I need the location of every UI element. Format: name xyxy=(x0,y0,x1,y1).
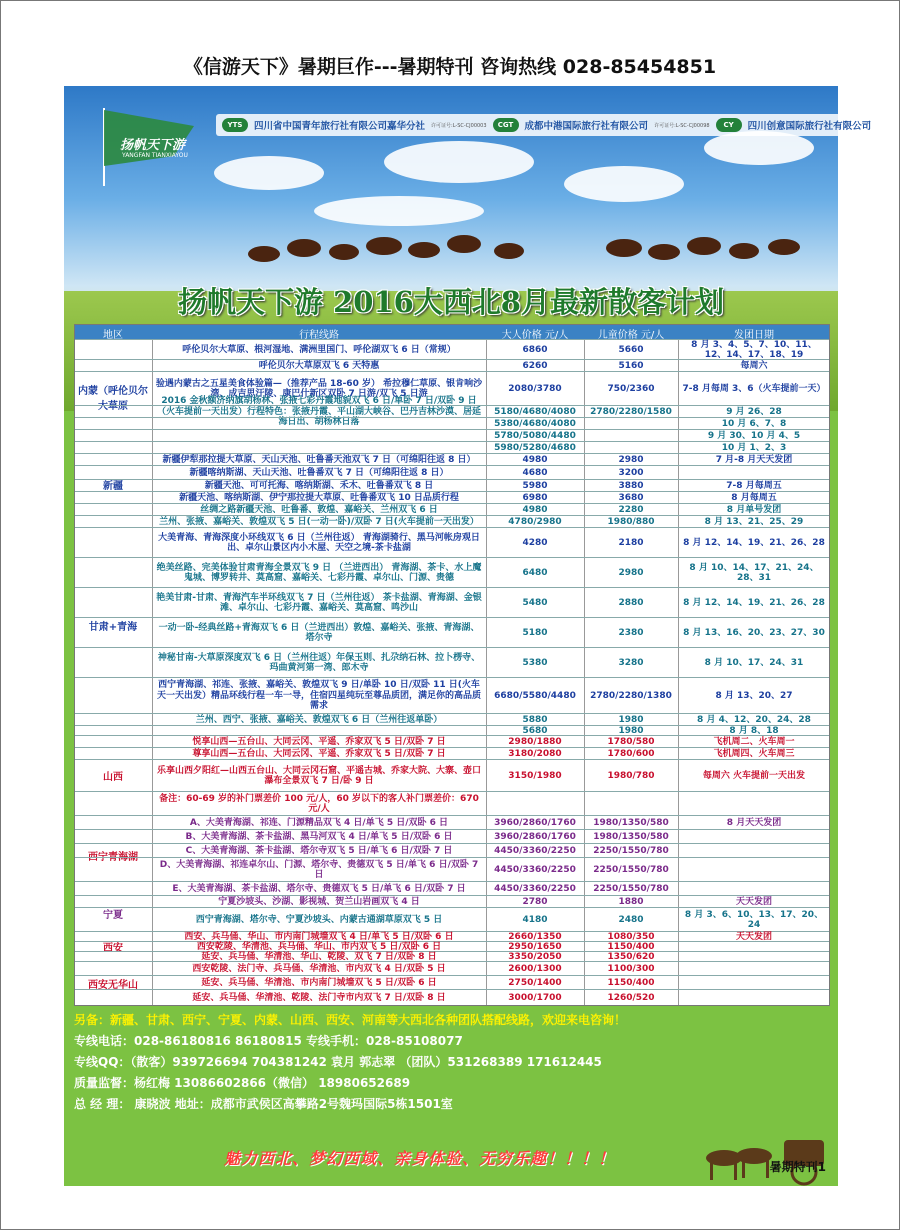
table-row xyxy=(75,843,829,858)
cell-date: 天天发团 xyxy=(735,931,772,942)
cell-child: 1150/400 xyxy=(607,977,655,988)
header-route: 行程线路 xyxy=(299,330,339,341)
cell-route: 悦享山西—五台山、大同云冈、平遥、乔家双飞 5 日/双卧 7 日 xyxy=(192,736,446,747)
cell-child: 2780/2280/1580 xyxy=(590,406,672,417)
table-row xyxy=(75,465,829,480)
cell-route: 兰州、西宁、张掖、嘉峪关、敦煌双飞 6 日（兰州往返单卧） xyxy=(195,714,443,725)
table-row xyxy=(75,791,829,816)
agency-name: 成都中港国际旅行社有限公司 xyxy=(524,121,649,132)
cell-route: 新疆喀纳斯湖、天山天池、吐鲁番双飞 7 日（可绵阳往返 8 日） xyxy=(189,467,449,478)
cell-child: 1780/600 xyxy=(607,748,655,759)
footer-supervision: 质量监督：杨红梅 13086602866（微信） 18980652689 xyxy=(74,1076,411,1090)
cell-adult: 3000/1700 xyxy=(508,992,562,1003)
table-row xyxy=(75,557,829,588)
cell-date: 10 月 1、2、3 xyxy=(721,442,787,453)
region-ningxia: 宁夏 xyxy=(75,895,151,931)
cell-date: 10 月 6、7、8 xyxy=(721,418,787,429)
cell-route: 尊享山西—五台山、大同云冈、平遥、乔家双飞 5 日/双卧 7 日 xyxy=(192,748,446,759)
cell-route: 西安乾陵、法门寺、兵马俑、华清池、市内双飞 4 日/双卧 5 日 xyxy=(192,963,446,974)
cell-child: 2480 xyxy=(618,914,644,925)
cell-route: 新疆天池、可可托海、喀纳斯湖、禾木、吐鲁番双飞 8 日 xyxy=(204,480,434,491)
agency-logo: YTS xyxy=(222,118,248,132)
cell-adult: 5680 xyxy=(522,725,548,736)
cell-date xyxy=(679,962,829,976)
cell-child: 2180 xyxy=(618,537,644,548)
cell-child: 2980 xyxy=(618,454,644,465)
cell-route: D、大美青海湖、祁连卓尔山、门源、塔尔寺、贵德双飞 5 日/单飞 6 日/双卧 7 日 xyxy=(159,859,479,880)
cell-date: 8 月 4、12、20、24、28 xyxy=(697,714,811,725)
table-row xyxy=(75,975,829,990)
brand-name: 扬帆天下游 xyxy=(120,138,186,153)
cell-adult: 5780/5080/4480 xyxy=(494,430,576,441)
cell-date: 7-8 月每周五 xyxy=(726,480,782,491)
cell-adult: 6860 xyxy=(522,344,548,355)
cell-child: 2280 xyxy=(618,504,644,515)
cell-date xyxy=(679,990,829,1006)
table-row xyxy=(75,339,829,360)
footer-manager: 总 经 理： 康晓波 地址：成都市武侯区高攀路2号魏玛国际5栋1501室 xyxy=(74,1097,453,1111)
cell-child: 1350/620 xyxy=(607,951,655,962)
cell-child: 5660 xyxy=(618,344,644,355)
cell-adult: 5380 xyxy=(522,657,548,668)
poster-title: 扬帆天下游 2016大西北8月最新散客计划 xyxy=(178,285,724,319)
table-row xyxy=(75,881,829,896)
cell-date: 8 月 13、20、27 xyxy=(715,690,793,701)
cell-child: 1150/400 xyxy=(607,941,655,952)
cell-child: 1100/300 xyxy=(607,963,655,974)
cell-adult: 5480 xyxy=(522,597,548,608)
cell-date: 8 月 12、14、19、21、26、28 xyxy=(683,537,825,548)
cell-child: 2380 xyxy=(618,627,644,638)
cell-route: 绝美丝路、完美体验甘肃青海全景双飞 9 日 （兰进西出） 青海湖、茶卡、水上魔鬼城、博罗转井、莫高窟、嘉峪关、七彩丹霞、卓尔山、门源、贵德 xyxy=(156,562,482,583)
cell-date: 7-8 月每周 3、6（火车提前一天） xyxy=(682,383,826,394)
cell-adult: 4280 xyxy=(522,537,548,548)
cell-adult: 3960/2860/1760 xyxy=(494,817,576,828)
cell-adult: 4980 xyxy=(522,454,548,465)
cell-adult: 4450/3360/2250 xyxy=(494,864,576,875)
slogan: 魅力西北、梦幻西域、亲身体验、无穷乐趣！！！！ xyxy=(224,1149,616,1168)
cell-adult: 6680/5580/4480 xyxy=(494,690,576,701)
cell-route: 延安、兵马俑、华清池、市内南门城墙双飞 5 日/双卧 6 日 xyxy=(201,977,437,988)
cell-route: 延安、兵马俑、华清池、乾陵、法门寺市内双飞 7 日/双卧 8 日 xyxy=(192,992,446,1003)
cell-adult: 5380/4680/4080 xyxy=(494,418,576,429)
cell-route: 呼伦贝尔大草原双飞 6 天特惠 xyxy=(258,360,380,371)
table-row xyxy=(75,907,829,932)
cell-date: 飞机周四、火车周三 xyxy=(713,748,795,759)
cell-child: 3880 xyxy=(618,480,644,491)
cell-adult: 3960/2860/1760 xyxy=(494,831,576,842)
cell-child: 1980/1350/580 xyxy=(593,831,669,842)
cell-date xyxy=(679,792,829,816)
cell-adult: 2780 xyxy=(522,896,548,907)
table-row xyxy=(75,961,829,976)
table-row xyxy=(75,759,829,792)
agency-license: 许可证号:L-SC-CJ00098 xyxy=(654,122,710,129)
cell-child: 2780/2280/1380 xyxy=(590,690,672,701)
cell-child: 1980/880 xyxy=(607,516,655,527)
footer-qq: 专线QQ：（散客）939726694 704381242 袁月 郭志翠 （团队）531268389 171612445 xyxy=(74,1055,602,1069)
cell-route: B、大美青海湖、茶卡盐湖、黑马河双飞 4 日/单飞 5 日/双卧 6 日 xyxy=(185,831,453,842)
cell-child: 1980 xyxy=(618,714,644,725)
cell-route: 延安、兵马俑、华清池、华山、乾陵、双飞 7 日/双卧 8 日 xyxy=(201,951,437,962)
cell-date: 9 月 26、28 xyxy=(726,406,782,417)
table-row xyxy=(75,989,829,1006)
table-row xyxy=(75,617,829,648)
agency-logo: CGT xyxy=(493,118,519,132)
cell-adult: 4450/3360/2250 xyxy=(494,845,576,856)
cell-child: 1980/1350/580 xyxy=(593,817,669,828)
agency-logo: CY xyxy=(716,118,742,132)
cell-route: 大美青海、青海深度小环线双飞 6 日（兰州往返） 青海湖骑行、黑马河帐房观日出、卓尔山景区内小木屋、天空之境-茶卡盐湖 xyxy=(158,532,480,553)
cell-adult: 4680 xyxy=(522,467,548,478)
region-xining: 西宁青海湖 xyxy=(75,815,151,895)
cell-adult xyxy=(487,792,583,816)
table-row xyxy=(75,527,829,558)
cell-child: 3200 xyxy=(618,467,644,478)
cell-child xyxy=(585,792,677,816)
table-row xyxy=(75,815,829,830)
cell-route: 西安、兵马俑、华山、市内南门城墙双飞 4 日/单飞 5 日/双卧 6 日 xyxy=(184,931,454,942)
cell-child: 1080/350 xyxy=(607,931,655,942)
cell-route: 备注：60-69 岁的补门票差价 100 元/人，60 岁以下的客人补门票差价：670 元/人 xyxy=(159,793,479,814)
cell-adult: 4780/2980 xyxy=(508,516,562,527)
header-child: 儿童价格 元/人 xyxy=(597,330,665,341)
cell-adult: 4180 xyxy=(522,914,548,925)
brand-pinyin: YANGFAN TIANXIAYOU xyxy=(122,152,188,159)
cell-date: 天天发团 xyxy=(735,896,772,907)
cell-adult: 3180/2080 xyxy=(508,748,562,759)
cell-date: 每周六 火车提前一天出发 xyxy=(702,770,806,781)
table-header xyxy=(75,325,829,339)
region-shanxi: 山西 xyxy=(75,735,151,815)
cell-route: 2016 金秋额济纳旗胡杨林、张掖七彩丹霞地貌双飞 6 日/单卧 7 日/双卧 9 日（火车提前一天出发）行程特色：张掖丹霞、平山湖大峡谷、巴丹吉林沙漠、居延海日出、胡杨林日落 xyxy=(156,396,481,428)
cell-route: 神秘甘南-大草原深度双飞 6 日（兰州往返）年保玉则、扎尕纳石林、拉卜楞寺、玛曲黄河第一湾、郎木寺 xyxy=(157,652,481,673)
cell-route: 兰州、张掖、嘉峪关、敦煌双飞 5 日(一动一卧)/双卧 7 日(火车提前一天出发） xyxy=(159,516,479,527)
cell-date: 8 月 8、18 xyxy=(729,725,779,736)
cell-route: E、大美青海湖、茶卡盐湖、塔尔寺、贵德双飞 5 日/单飞 6 日/双卧 7 日 xyxy=(172,883,466,894)
table-row xyxy=(75,677,829,714)
cell-adult: 6480 xyxy=(522,567,548,578)
cell-route: 艳美甘肃-甘肃、青海汽车半环线双飞 7 日（兰州往返） 茶卡盐湖、青海湖、金银滩、卓尔山、七彩丹霞、嘉峪关、莫高窟、鸣沙山 xyxy=(156,592,482,613)
cell-adult: 5180 xyxy=(522,627,548,638)
cell-date: 8 月 3、6、10、13、17、20、24 xyxy=(684,909,824,930)
cell-date: 8 月 13、21、25、29 xyxy=(704,516,804,527)
cell-route: 西宁青海湖、祁连、张掖、嘉峪关、敦煌双飞 9 日/单卧 10 日/双卧 11 日(火车天一天出发）精品环线行程一车一导，住宿四星纯玩至尊品质团，满足你的高品质需求 xyxy=(156,680,481,712)
cell-route: C、大美青海湖、茶卡盐湖、塔尔寺双飞 5 日/单飞 6 日/双卧 7 日 xyxy=(185,845,453,856)
page-number: 暑期特刊1 xyxy=(769,1160,826,1174)
poster xyxy=(64,86,872,1186)
cell-date xyxy=(679,844,829,858)
tour-table xyxy=(74,324,830,1006)
cell-child: 1980/780 xyxy=(607,770,655,781)
cell-child: 750/2360 xyxy=(607,383,655,394)
terracotta-carriage-icon xyxy=(694,1126,834,1186)
cell-route: 新疆伊犁那拉提大草原、天山天池、吐鲁番天池双飞 7 日（可绵阳往返 8 日） xyxy=(162,454,476,465)
footer-phone: 专线电话：028-86180816 86180815 专线手机：028-85108077 xyxy=(74,1034,463,1048)
cell-adult: 2950/1650 xyxy=(508,941,562,952)
cell-adult: 2750/1400 xyxy=(508,977,562,988)
cell-date: 每周六 xyxy=(740,360,768,371)
table-row xyxy=(75,829,829,844)
cell-child: 3680 xyxy=(618,492,644,503)
header-date: 发团日期 xyxy=(734,330,774,341)
cell-route: A、大美青海湖、祁连、门源精品双飞 4 日/单飞 5 日/双卧 6 日 xyxy=(189,817,449,828)
cell-adult: 5180/4680/4080 xyxy=(494,406,576,417)
cell-route: 西宁青海湖、塔尔寺、宁夏沙坡头、内蒙古通湖草原双飞 5 日 xyxy=(195,914,443,925)
cell-route: 验遇内蒙古之五星美食体验篇—（推荐产品 18-60 岁） 希拉穆仁草原、银肯响沙湾、成吉思汗陵、康巴什新区双卧 7 日游/双飞 5 日游 xyxy=(155,378,483,399)
footer-note: 另备：新疆、甘肃、西宁、宁夏、内蒙、山西、西安、河南等大西北各种团队搭配线路，欢迎来电咨询！ xyxy=(74,1013,627,1027)
cell-child: 1980 xyxy=(618,725,644,736)
cell-date xyxy=(679,466,829,480)
region-xinjiang: 新疆 xyxy=(75,453,151,515)
cell-adult: 2600/1300 xyxy=(508,963,562,974)
cell-adult: 5980 xyxy=(522,480,548,491)
cell-date: 8 月 13、16、20、23、27、30 xyxy=(683,627,825,638)
cell-date: 飞机周二、火车周一 xyxy=(713,736,795,747)
cell-route: 宁夏沙坡头、沙湖、影视城、贺兰山岩画双飞 4 日 xyxy=(218,896,420,907)
footer-contact xyxy=(74,1010,828,1115)
cell-date: 8 月 12、14、19、21、26、28 xyxy=(683,597,825,608)
cell-adult: 3150/1980 xyxy=(508,770,562,781)
cell-date: 8 月单号发团 xyxy=(726,504,782,515)
table-row xyxy=(75,857,829,882)
cell-date: 8 月 10、17、24、31 xyxy=(704,657,804,668)
cell-date xyxy=(679,882,829,896)
cell-adult: 4980 xyxy=(522,504,548,515)
cell-adult: 2080/3780 xyxy=(508,383,562,394)
agency-bar xyxy=(216,114,877,136)
cell-child: 1260/520 xyxy=(607,992,655,1003)
agency-name: 四川创意国际旅行社有限公司 xyxy=(747,121,872,132)
region-gansu: 甘肃+青海 xyxy=(75,515,151,735)
page-headline: 《信游天下》暑期巨作---暑期特刊 咨询热线 028-85454851 xyxy=(183,56,717,78)
region-neimeng: 内蒙（呼伦贝尔大草原 xyxy=(75,339,151,453)
cell-child: 5160 xyxy=(618,360,644,371)
cell-adult: 6980 xyxy=(522,492,548,503)
table-row xyxy=(75,587,829,618)
cell-route: 西安乾陵、华清池、兵马俑、华山、市内双飞 5 日/双卧 6 日 xyxy=(196,941,442,952)
cell-date: 8 月 10、14、17、21、24、28、31 xyxy=(689,562,819,583)
cell-date xyxy=(679,830,829,844)
cell-date: 9 月 30、10 月 4、5 xyxy=(707,430,801,441)
agency-name: 四川省中国青年旅行社有限公司嘉华分社 xyxy=(254,121,426,132)
agency-license: 许可证号:L-SC-CJ00003 xyxy=(431,122,487,129)
cell-adult: 6260 xyxy=(522,360,548,371)
cell-child: 2250/1550/780 xyxy=(593,883,669,894)
cell-route: 一动一卧-经典丝路+青海双飞 6 日（兰进西出）敦煌、嘉峪关、张掖、青海湖、塔尔寺 xyxy=(158,622,480,643)
cell-date: 8 月每周五 xyxy=(731,492,777,503)
cell-route: 新疆天池、喀纳斯湖、伊宁那拉提大草原、吐鲁番双飞 10 日品质行程 xyxy=(179,492,459,503)
cell-route: 丝绸之路新疆天池、吐鲁番、敦煌、嘉峪关、兰州双飞 6 日 xyxy=(200,504,438,515)
cell-adult: 4450/3360/2250 xyxy=(494,883,576,894)
cell-date: 7 月-8 月天天发团 xyxy=(715,454,793,465)
cell-child: 2980 xyxy=(618,567,644,578)
cell-route: 呼伦贝尔大草原、根河湿地、满洲里国门、呼伦湖双飞 6 日（常规） xyxy=(182,344,456,355)
cell-adult: 3350/2050 xyxy=(508,951,562,962)
cell-route: 乐享山西夕阳红—山西五台山、大同云冈石窟、平遥古城、乔家大院、大寨、壶口瀑布全景双飞 7 日/卧 9 日 xyxy=(156,765,481,786)
cell-date xyxy=(679,858,829,882)
region-xian: 西安 xyxy=(75,931,151,961)
cell-adult: 2980/1880 xyxy=(508,736,562,747)
header-region: 地区 xyxy=(103,330,123,341)
cell-child: 2250/1550/780 xyxy=(593,845,669,856)
region-xianwu: 西安无华山 xyxy=(75,961,151,1005)
cell-date xyxy=(679,976,829,990)
cell-child: 1880 xyxy=(618,896,644,907)
cell-child: 2250/1550/780 xyxy=(593,864,669,875)
table-row xyxy=(75,647,829,678)
cell-child: 2880 xyxy=(618,597,644,608)
cell-adult: 5880 xyxy=(522,714,548,725)
cell-child: 3280 xyxy=(618,657,644,668)
cell-adult: 2660/1350 xyxy=(508,931,562,942)
cell-date: 8 月天天发团 xyxy=(726,817,782,828)
cell-child: 1780/580 xyxy=(607,736,655,747)
cell-date: 8 月 3、4、5、7、10、11、12、14、17、18、19 xyxy=(691,339,817,360)
cell-adult: 5980/5280/4680 xyxy=(494,442,576,453)
header-adult: 大人价格 元/人 xyxy=(501,330,569,341)
